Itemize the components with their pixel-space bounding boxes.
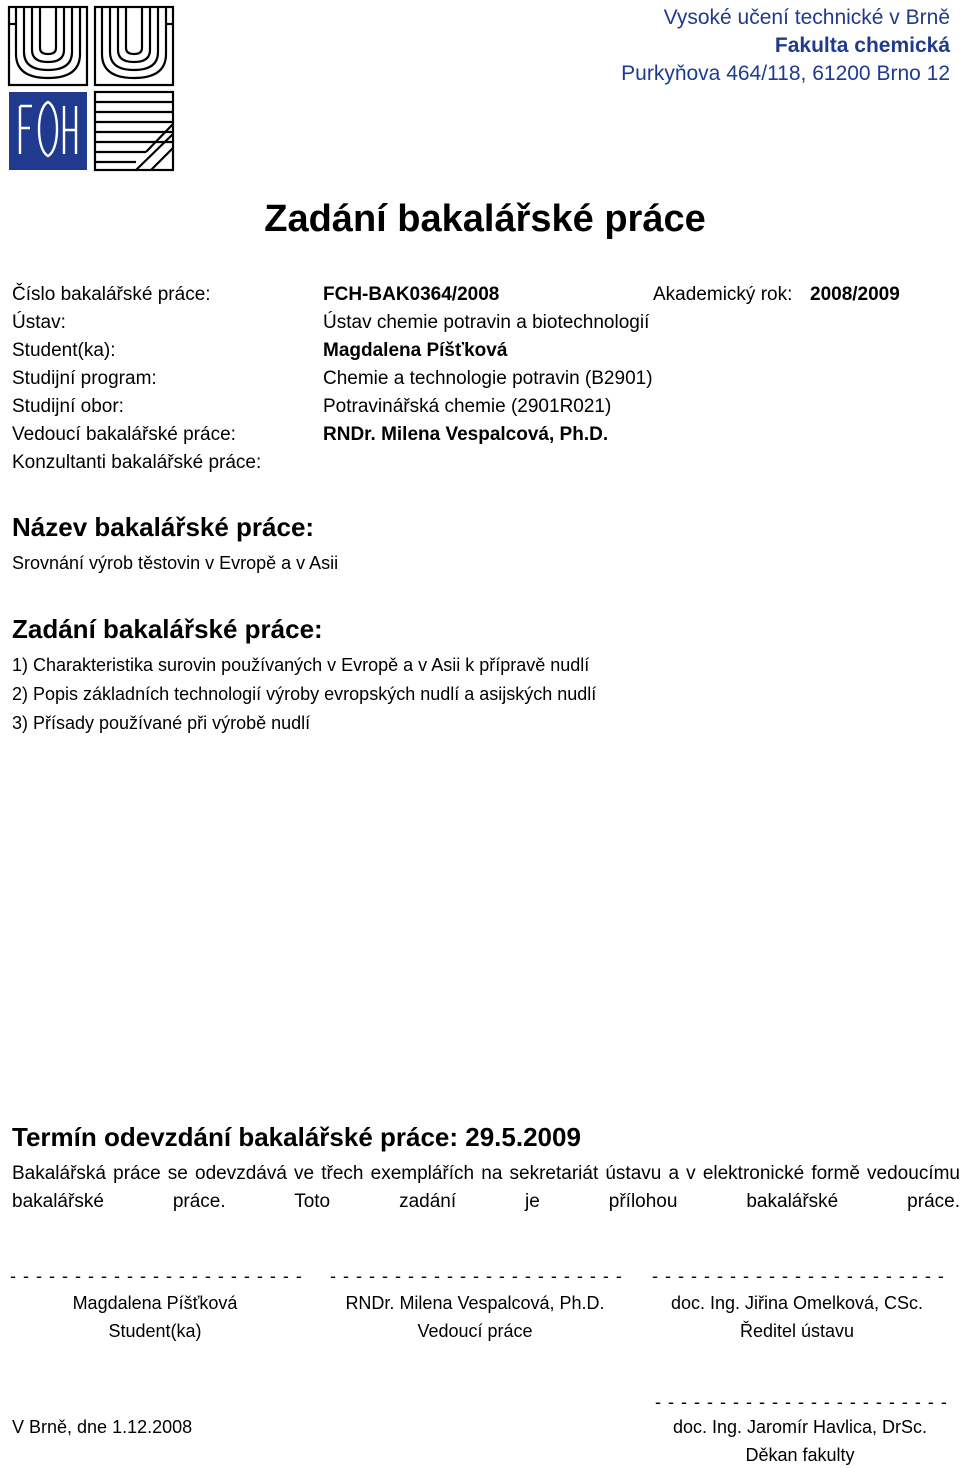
field-value: Potravinářská chemie (2901R021) <box>323 396 612 417</box>
director-signature-role: Ředitel ústavu <box>739 1321 855 1341</box>
thesis-title-text: Srovnání výrob těstovin v Evropě a v Asii <box>12 553 339 573</box>
director-signature-name: doc. Ing. Jiřina Omelková, CSc. <box>670 1293 924 1313</box>
university-name: Vysoké učení technické v Brně <box>663 6 950 29</box>
supervisor-signature-name: RNDr. Milena Vespalcová, Ph.D. <box>345 1293 605 1313</box>
faculty-name: Fakulta chemická <box>774 34 950 57</box>
student-label: Student(ka): <box>12 340 116 361</box>
faculty-logo <box>6 4 176 172</box>
academic-year-label: Akademický rok: <box>653 284 793 305</box>
student-signature-name: Magdalena Píšťková <box>72 1293 238 1313</box>
signature-line-supervisor: - - - - - - - - - - - - - - - - - - - - - - - <box>330 1266 623 1286</box>
institute-value: Ústav chemie potravin a biotechnologií <box>323 312 650 333</box>
academic-year-value: 2008/2009 <box>810 284 900 305</box>
program-value: Chemie a technologie potravin (B2901) <box>323 368 653 389</box>
supervisor-signature-role: Vedoucí práce <box>417 1321 533 1341</box>
signature-line-director: - - - - - - - - - - - - - - - - - - - - - - - <box>652 1266 945 1286</box>
supervisor-label: Vedoucí bakalářské práce: <box>12 424 236 445</box>
assignment-item: 2) Popis základních technologií výroby evropských nudlí a asijských nudlí <box>12 684 597 704</box>
assignment-heading: Zadání bakalářské práce: <box>12 614 323 644</box>
thesis-number-label: Číslo bakalářské práce: <box>12 284 211 305</box>
supervisor-value: RNDr. Milena Vespalcová, Ph.D. <box>323 424 609 445</box>
faculty-address: Purkyňova 464/118, 61200 Brno 12 <box>621 62 950 85</box>
institute-label: Ústav: <box>12 312 66 333</box>
signature-line-student: - - - - - - - - - - - - - - - - - - - - - - - <box>10 1266 303 1286</box>
student-value: Magdalena Píšťková <box>323 340 508 361</box>
page-title: Zadání bakalářské práce <box>264 198 706 240</box>
dean-signature-name: doc. Ing. Jaromír Havlica, DrSc. <box>672 1417 928 1437</box>
program-label: Studijní program: <box>12 368 157 389</box>
signature-line-dean: - - - - - - - - - - - - - - - - - - - - - - - <box>655 1392 948 1412</box>
consultants-label: Konzultanti bakalářské práce: <box>12 452 262 473</box>
field-label: Studijní obor: <box>12 396 124 417</box>
deadline-text: Bakalářská práce se odevzdává ve třech exemplářích na sekretariát ústavu a v elektronické formě vedoucímu bakalářské práce. Toto zadání je přílohou bakalářské práce. <box>12 1163 960 1212</box>
thesis-number-value: FCH-BAK0364/2008 <box>323 284 500 305</box>
thesis-title-heading: Název bakalářské práce: <box>12 512 315 542</box>
assignment-item: 1) Charakteristika surovin používaných v Evropě a v Asii k přípravě nudlí <box>12 655 590 675</box>
dean-signature-role: Děkan fakulty <box>745 1445 855 1465</box>
deadline-heading: Termín odevzdání bakalářské práce: 29.5.2009 <box>12 1122 581 1152</box>
assignment-item: 3) Přísady používané při výrobě nudlí <box>12 713 311 733</box>
student-signature-role: Student(ka) <box>108 1321 202 1341</box>
place-date: V Brně, dne 1.12.2008 <box>12 1417 193 1437</box>
